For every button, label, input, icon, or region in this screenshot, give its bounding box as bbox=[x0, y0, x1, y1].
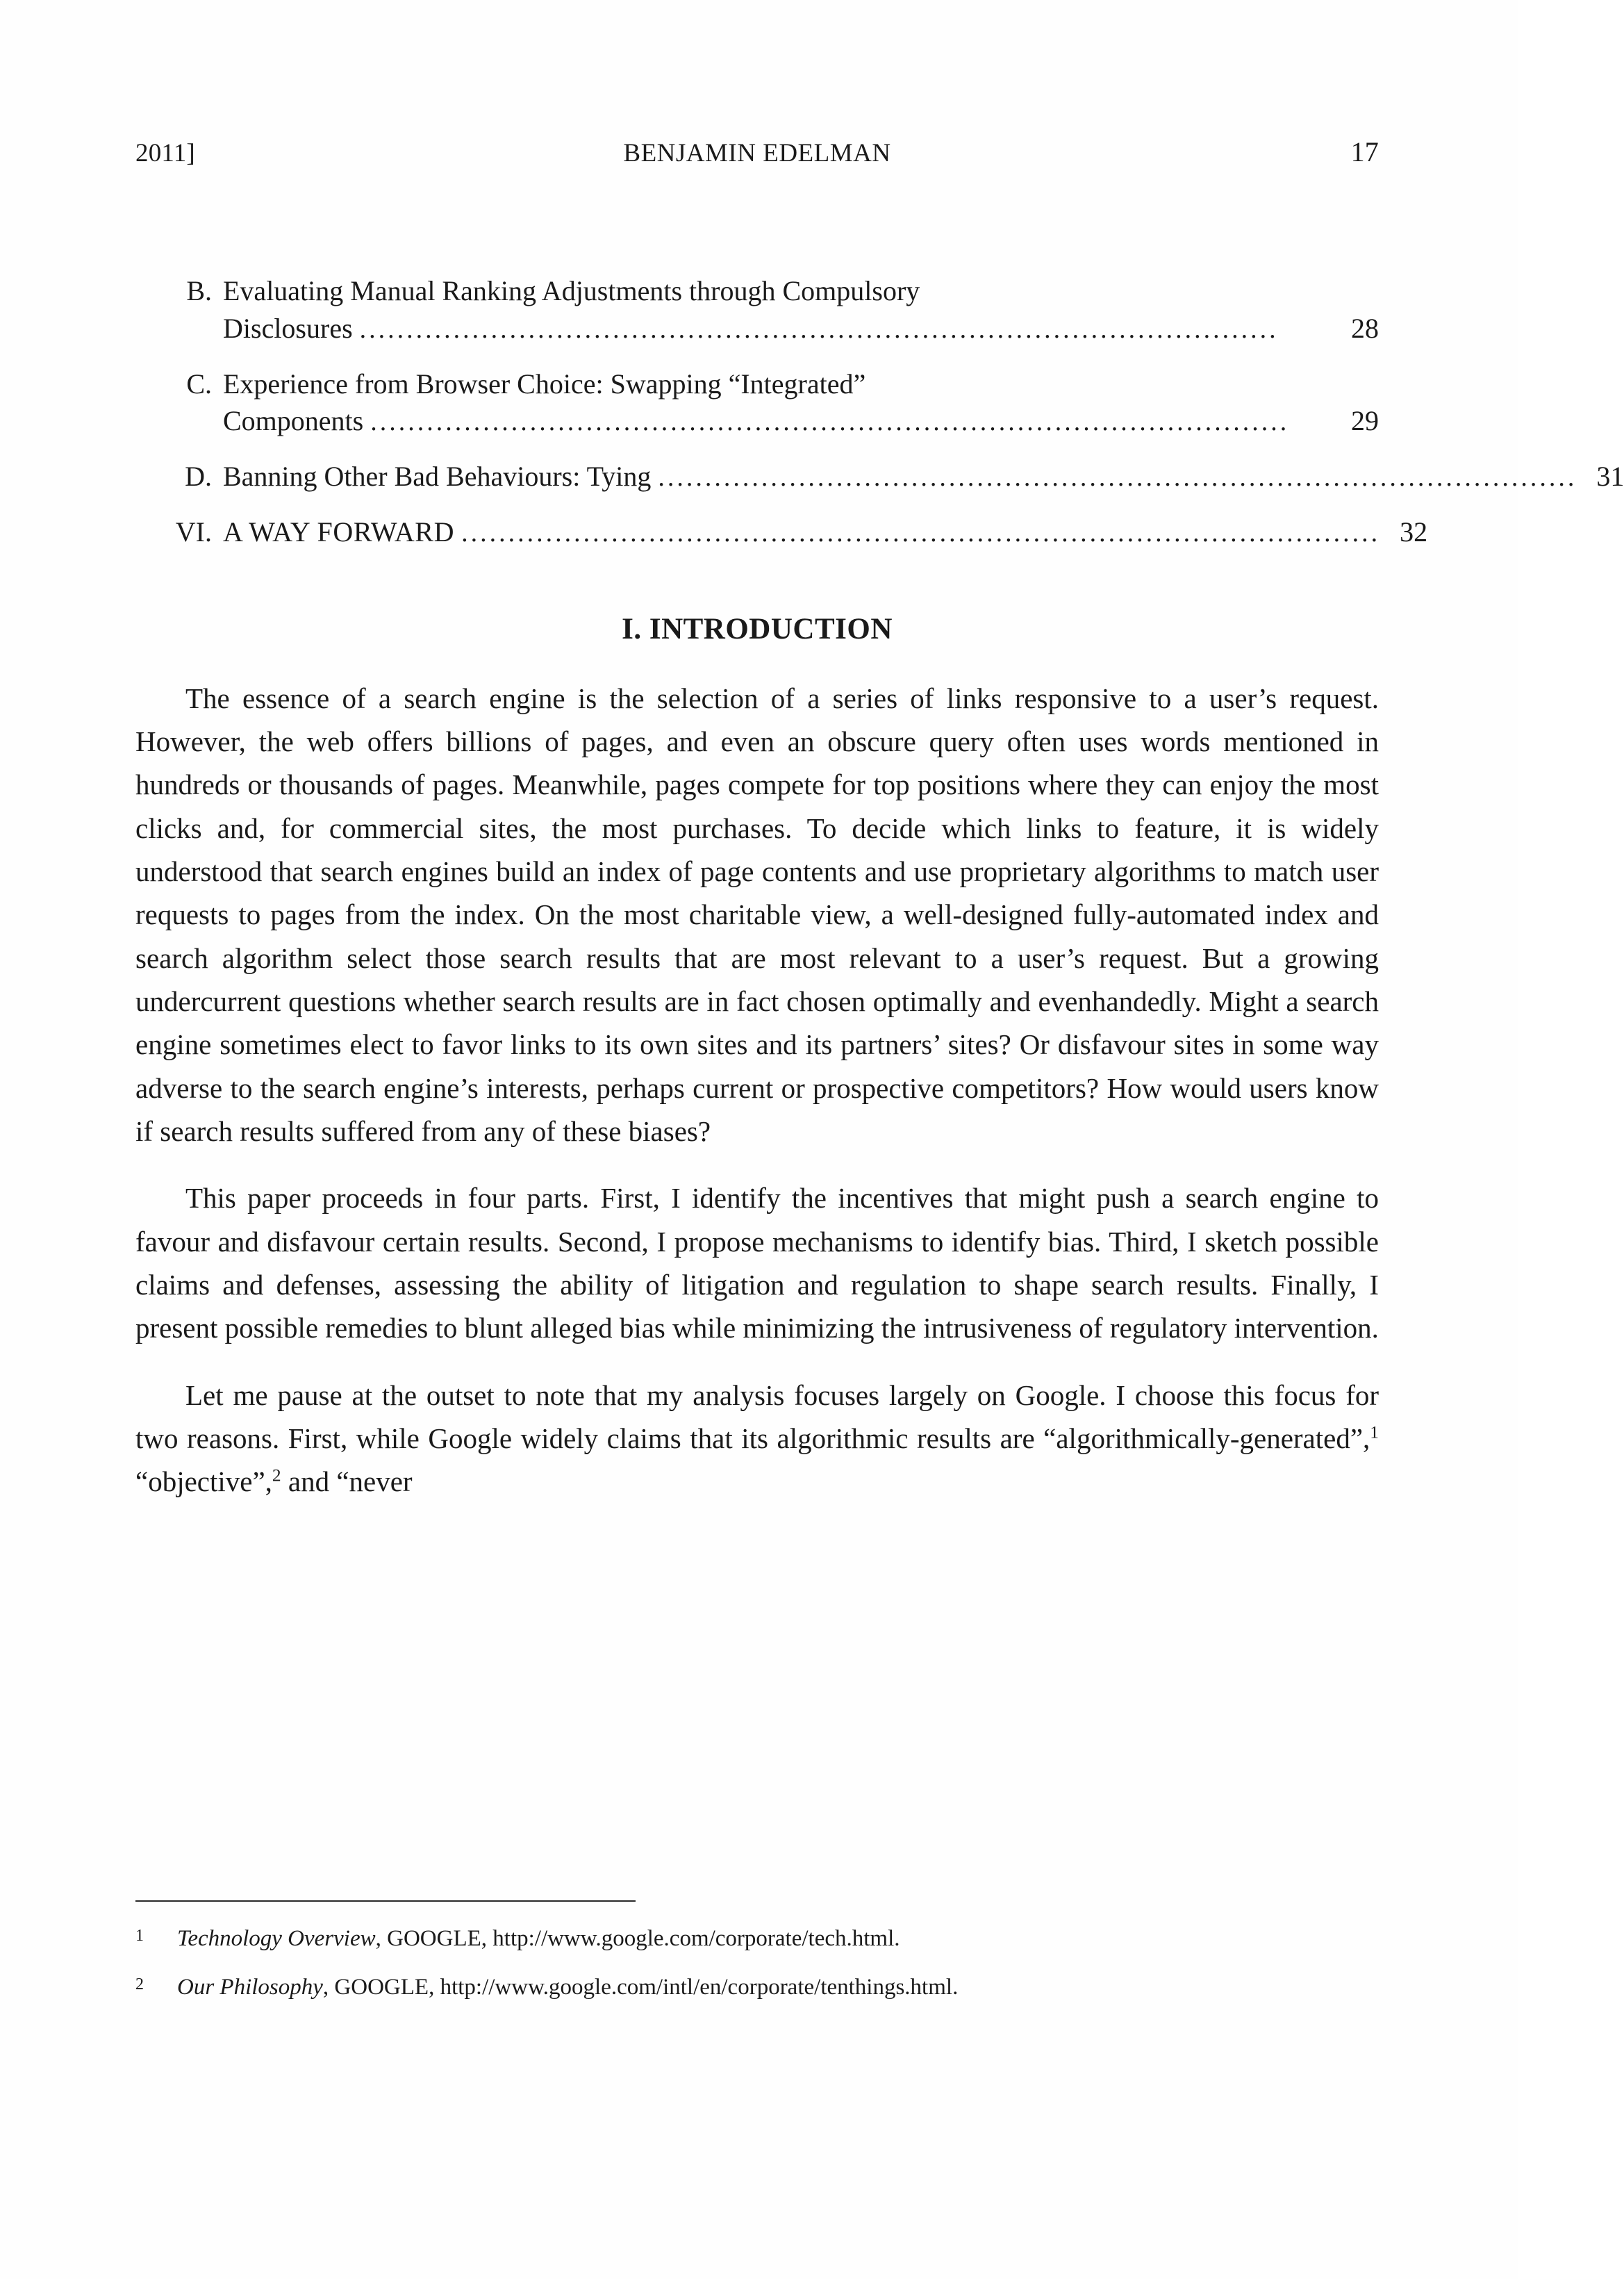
toc-entry-line2 bbox=[223, 458, 1624, 495]
running-head-year: 2011] bbox=[135, 139, 195, 167]
toc-leader-dots: .................................................................................................. bbox=[370, 407, 1290, 437]
footnote-url[interactable]: http://www.google.com/corporate/tech.html. bbox=[492, 1926, 900, 1951]
toc-entry-text2: A WAY FORWARD bbox=[223, 516, 455, 548]
toc-leader-dots: .................................................................................................. bbox=[461, 518, 1381, 548]
toc-page-number: 29 bbox=[1351, 405, 1379, 437]
footnote-title: Our Philosophy bbox=[177, 1974, 323, 2000]
toc-entry-body bbox=[223, 365, 1379, 441]
footnote-source: GOOGLE bbox=[334, 1974, 429, 2000]
toc-entry-line2 bbox=[223, 310, 1379, 347]
toc-entry-text2: Disclosures bbox=[223, 312, 353, 344]
running-head bbox=[135, 135, 1379, 168]
toc-entry-label: C. bbox=[186, 368, 212, 400]
footnote-text: Technology Overview, GOOGLE, http://www.google.com/corporate/tech.html. bbox=[177, 1926, 900, 1951]
paragraph-3 bbox=[135, 1374, 1379, 1504]
toc-entry-text2: Banning Other Bad Behaviours: Tying bbox=[223, 461, 652, 492]
footnote-text: Our Philosophy, GOOGLE, http://www.google.com/intl/en/corporate/tenthings.html. bbox=[177, 1974, 959, 2000]
footnote-title: Technology Overview bbox=[177, 1926, 376, 1951]
toc-entry-body bbox=[223, 458, 1624, 495]
toc-entry[interactable] bbox=[135, 458, 1624, 495]
paragraph-3-part2: “objective”, bbox=[135, 1465, 272, 1498]
toc-entry-text2: Components bbox=[223, 405, 364, 437]
page-title: I. INTRODUCTION bbox=[622, 612, 893, 645]
toc-entry-body bbox=[223, 513, 1427, 551]
footnote-url[interactable]: http://www.google.com/intl/en/corporate/tenthings.html. bbox=[440, 1974, 959, 2000]
toc-entry[interactable] bbox=[80, 513, 1428, 551]
toc-entry[interactable] bbox=[135, 272, 1379, 347]
footnote-number: 2 bbox=[135, 1975, 144, 1993]
toc-entry-line1: Experience from Browser Choice: Swapping “Integrated” bbox=[223, 368, 866, 400]
footnotes-area bbox=[135, 1900, 1379, 2020]
toc-entry-line1: Evaluating Manual Ranking Adjustments through Compulsory bbox=[223, 275, 920, 306]
footnote-marker-2[interactable]: 2 bbox=[272, 1465, 281, 1486]
page-number: 17 bbox=[1350, 136, 1379, 167]
toc-entry-label: VI. bbox=[175, 516, 212, 548]
paragraph-2: This paper proceeds in four parts. First, I identify the incentives that might push a search engine to favour and disfavour certain results. Second, I propose mechanisms to identify bias. Third, I sketch possible claims and defenses, assessing the ability of litigation and regulation to shape search results. Finally, I present possible remedies to blunt alleged bias while minimizing the intrusiveness of regulatory intervention. bbox=[135, 1182, 1379, 1344]
running-head-author: BENJAMIN EDELMAN bbox=[623, 139, 891, 167]
paragraph-3-part1: Let me pause at the outset to note that my analysis focuses largely on Google. I choose this focus for two reasons. First, while Google widely claims that its algorithmic results are “algorithmically-generated”, bbox=[135, 1379, 1379, 1454]
footnote-source: GOOGLE bbox=[387, 1926, 481, 1951]
toc-page-number: 31 bbox=[1596, 461, 1624, 492]
footnote-number: 1 bbox=[135, 1927, 144, 1945]
paragraph-1: The essence of a search engine is the selection of a series of links responsive to a user’s request. However, the web offers billions of pages, and even an obscure query often uses words mentioned in hundreds or thousands of pages. Meanwhile, pages compete for top positions where they can enjoy the most clicks and, for commercial sites, the most purchases. To decide which links to feature, it is widely understood that search engines build an index of page contents and use proprietary algorithms to match user requests to pages from the index. On the most charitable view, a well-designed fully-automated index and search algorithm select those search results that are most relevant to a user’s request. But a growing undercurrent questions whether search results are in fact chosen optimally and evenhandedly. Might a search engine sometimes elect to favor links to its own sites and its partners’ sites? Or disfavour sites in some way adverse to the search engine’s interests, perhaps current or prospective competitors? How would users know if search results suffered from any of these biases? bbox=[135, 682, 1379, 1147]
page-content bbox=[135, 135, 1624, 1503]
toc-entry-body bbox=[223, 272, 1379, 347]
toc-entry-label: B. bbox=[186, 275, 212, 306]
toc-entry[interactable] bbox=[135, 365, 1379, 441]
paragraph-3-part3: and “never bbox=[281, 1465, 413, 1498]
toc-entry-line2 bbox=[223, 402, 1379, 440]
toc-leader-dots: .................................................................................................. bbox=[658, 463, 1577, 492]
toc-leader-dots: .................................................................................................. bbox=[359, 314, 1279, 344]
toc-entry-label: D. bbox=[185, 461, 212, 492]
toc-entry-line2 bbox=[223, 513, 1427, 551]
footnote-item bbox=[135, 1923, 1379, 1956]
table-of-contents bbox=[135, 272, 1624, 551]
footnote-marker-1[interactable]: 1 bbox=[1370, 1422, 1379, 1442]
toc-page-number: 32 bbox=[1400, 516, 1428, 548]
footnote-item bbox=[135, 1971, 1379, 2005]
toc-page-number: 28 bbox=[1351, 312, 1379, 344]
footnote-separator-rule bbox=[135, 1900, 636, 1902]
